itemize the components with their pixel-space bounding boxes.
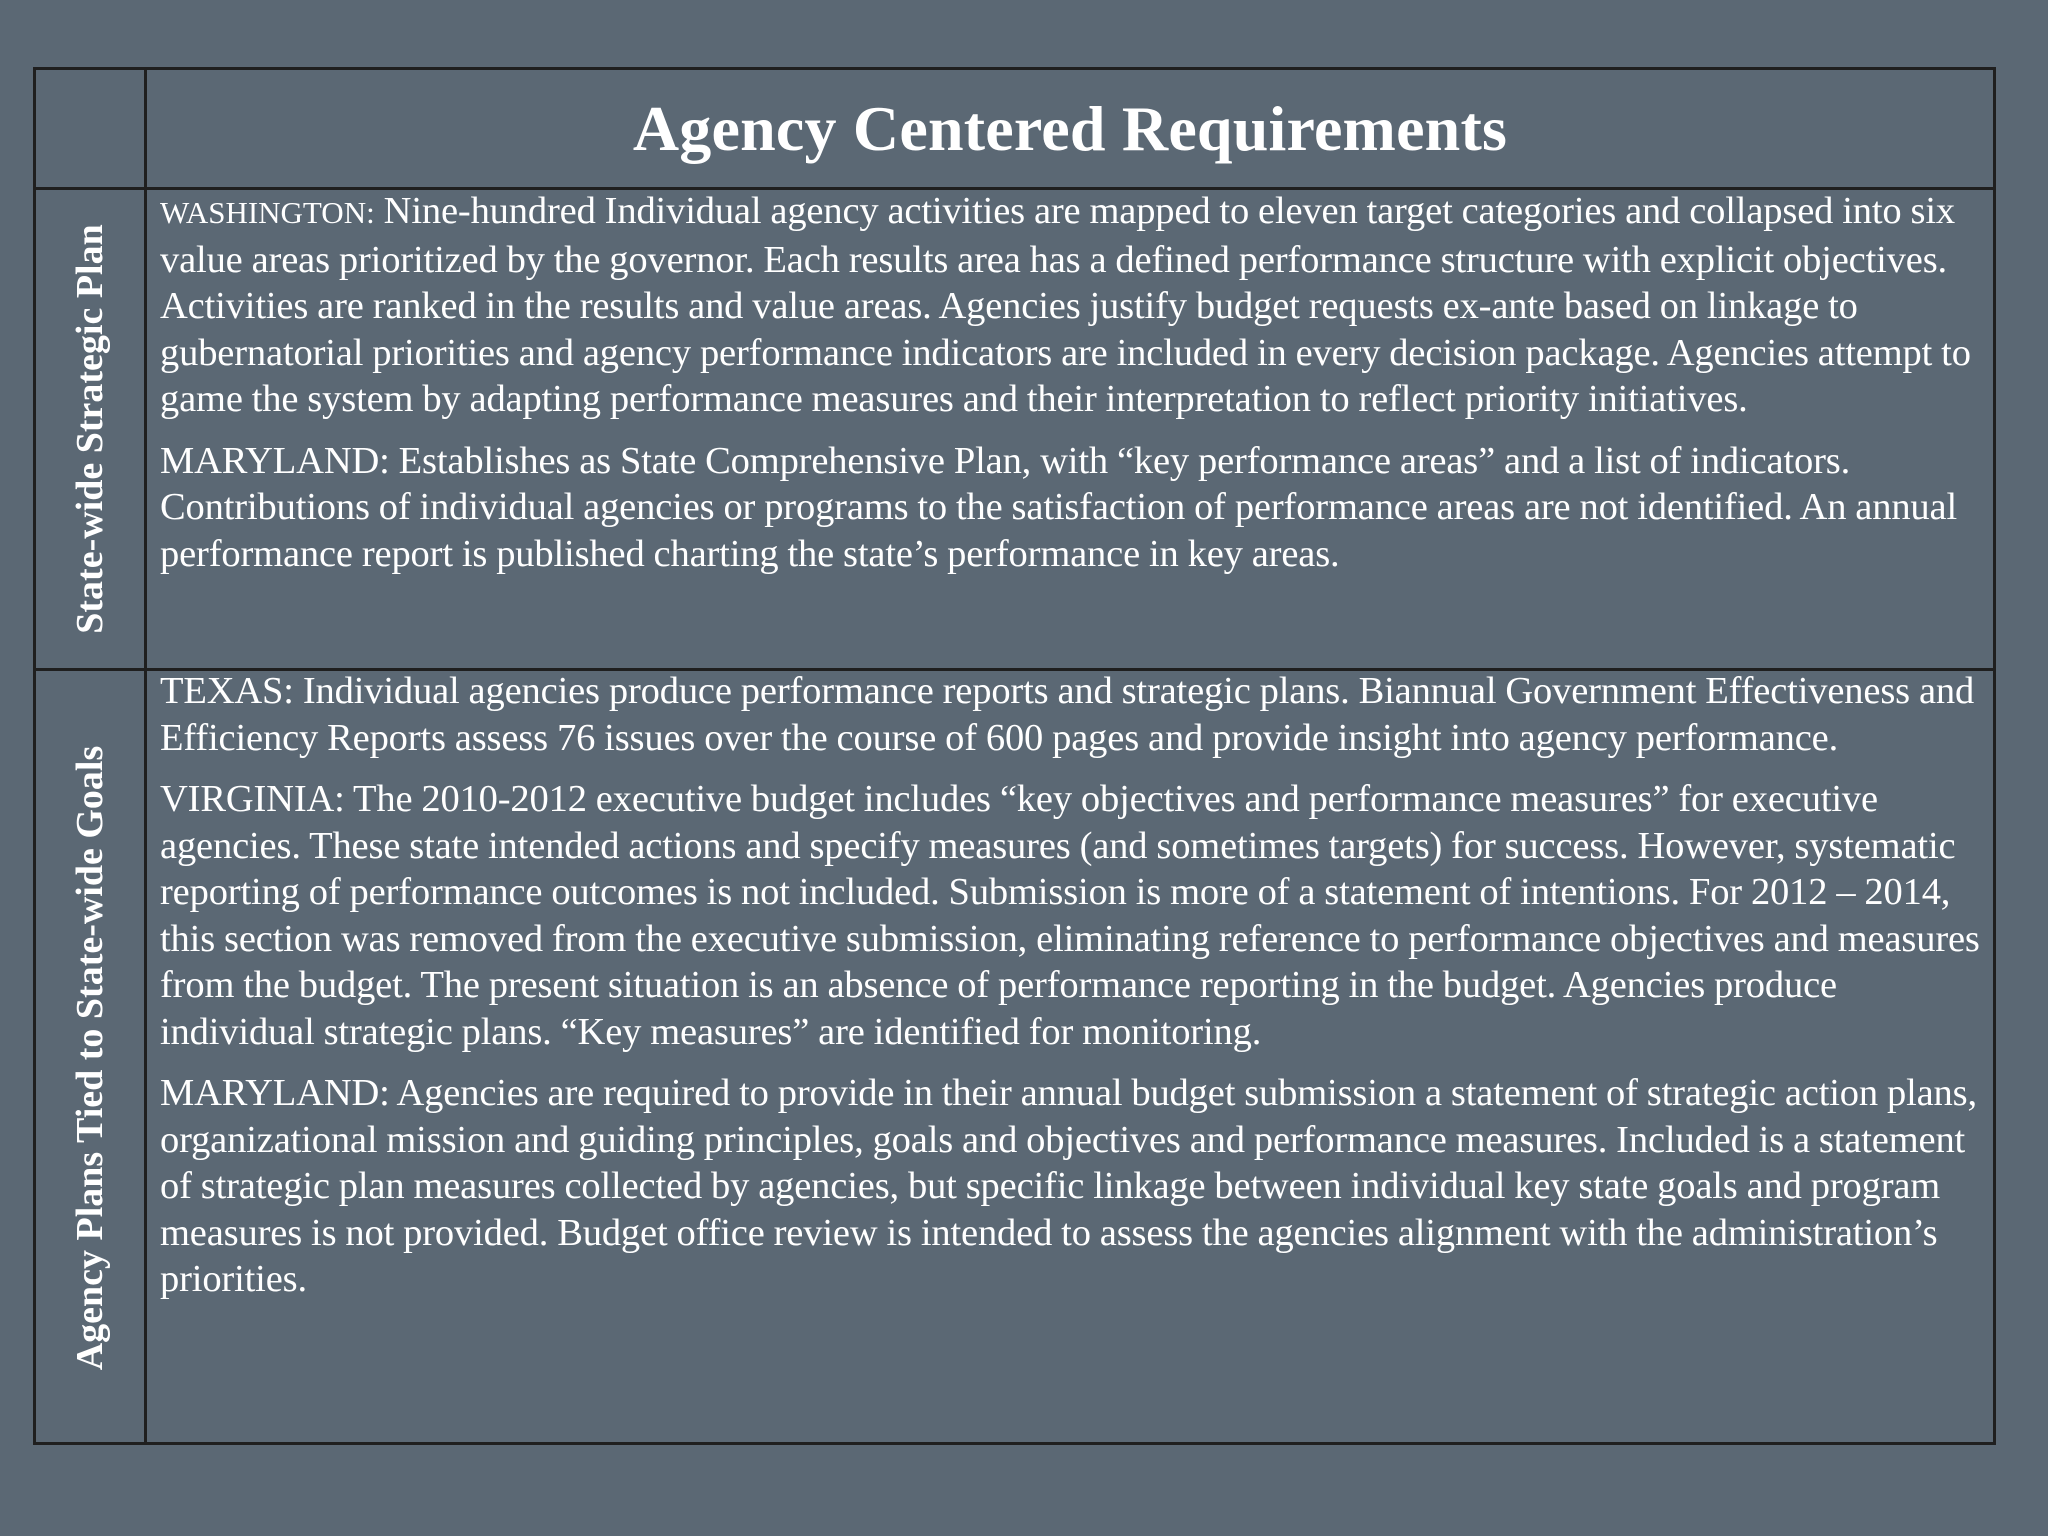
table-title: Agency Centered Requirements <box>632 92 1508 164</box>
paragraph-text: Establishes as State Comprehensive Plan, with “key performance areas” and a list of indicators. Contributions of individual agencies or programs to the satisfaction of performance areas are not identified. An annual performance report is published charting the state’s performance in key areas. <box>160 439 1957 575</box>
paragraph-maryland <box>160 1070 1981 1303</box>
state-lead: MARYLAND: <box>160 439 390 482</box>
paragraph-text: The 2010-2012 executive budget includes “key objectives and performance measures” for executive agencies. These state intended actions and specify measures (and sometimes targets) for success. However, systematic reporting of performance outcomes is not included. Submission is more of a statement of intentions. For 2012 – 2014, this section was removed from the executive submission, eliminating reference to performance objectives and measures from the budget. The present situation is an absence of performance reporting in the budget. Agencies produce individual strategic plans. “Key measures” are identified for monitoring. <box>160 778 1980 1053</box>
row-label-statewide-strategic-plan <box>36 190 144 668</box>
row-content-statewide-strategic-plan <box>160 188 1981 592</box>
paragraph-text: Individual agencies produce performance reports and strategic plans. Biannual Government Effectiveness and Efficiency Reports assess 76 issues over the course of 600 pages and provide insight into agency performance. <box>160 670 1975 759</box>
paragraph-texas <box>160 668 1981 761</box>
state-lead: VIRGINIA: <box>160 778 345 820</box>
state-lead: MARYLAND: <box>160 1072 390 1114</box>
state-lead: WASHINGTON: <box>160 195 375 230</box>
state-lead: TEXAS: <box>160 670 294 712</box>
paragraph-text: Agencies are required to provide in their annual budget submission a statement of strategic action plans, organizational mission and guiding principles, goals and objectives and performance measures. Included is a statement of strategic plan measures collected by agencies, but specific linkage between individual key state goals and program measures is not provided. Budget office review is intended to assess the agencies alignment with the administration’s priorities. <box>160 1072 1977 1300</box>
requirements-table <box>33 67 1996 1445</box>
paragraph-washington <box>160 188 1981 423</box>
paragraph-virginia <box>160 776 1981 1055</box>
row-label-agency-plans <box>36 671 144 1445</box>
row-label-text: State-wide Strategic Plan <box>69 224 111 634</box>
row-content-agency-plans <box>160 668 1981 1318</box>
paragraph-text: Nine-hundred Individual agency activities are mapped to eleven target categories and collapsed into six value areas prioritized by the governor. Each results area has a defined performance structure with explicit objectives. Activities are ranked in the results and value areas. Agencies justify budget requests ex-ante based on linkage to gubernatorial priorities and agency performance indicators are included in every decision package. Agencies attempt to game the system by adapting performance measures and their interpretation to reflect priority initiatives. <box>160 190 1971 420</box>
row-label-text: Agency Plans Tied to State-wide Goals <box>69 745 111 1371</box>
paragraph-maryland <box>160 438 1981 578</box>
column-divider <box>144 70 147 1442</box>
